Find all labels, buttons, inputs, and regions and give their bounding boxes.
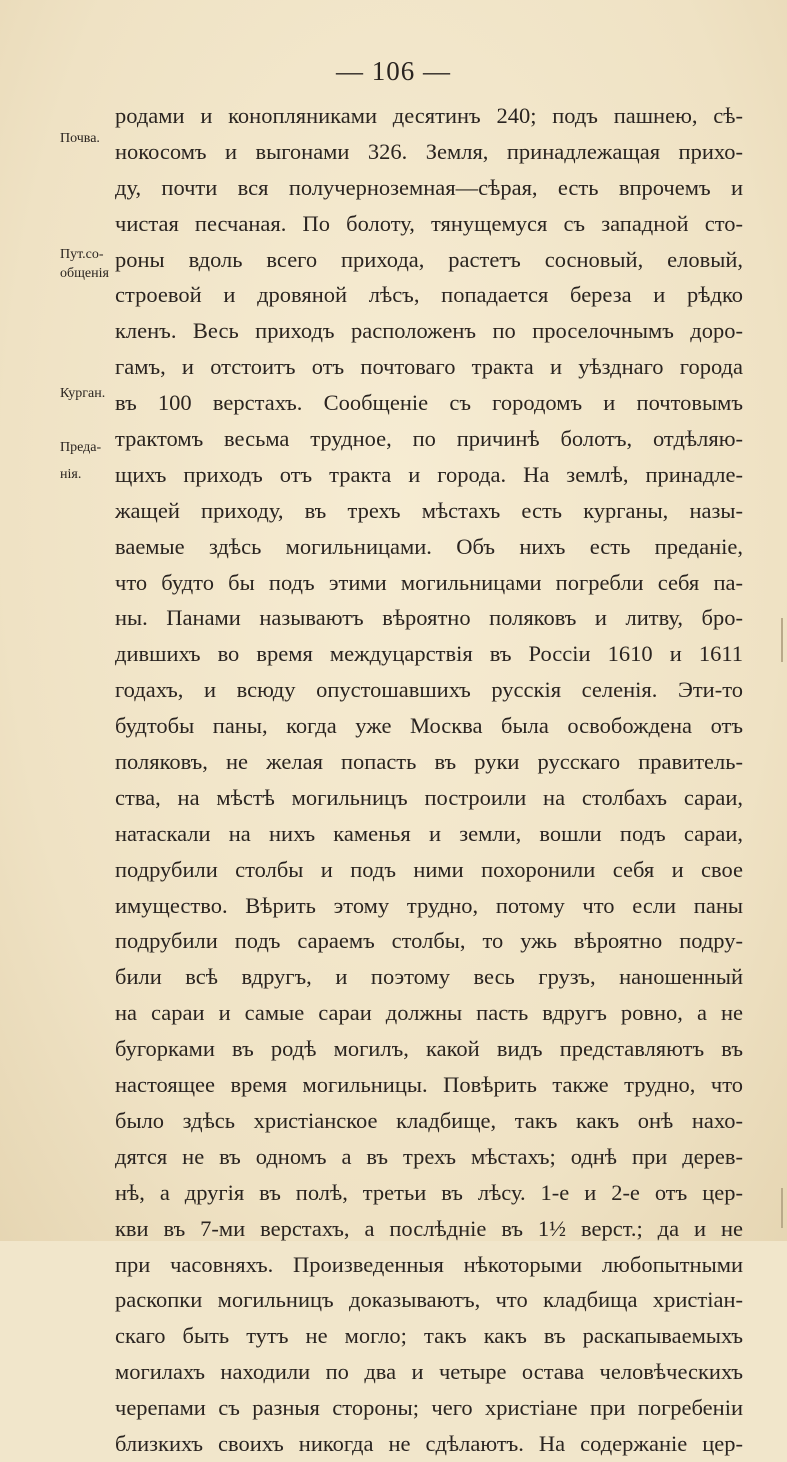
text-line: раскопки могильницъ доказываютъ, что кладбища христіан-: [115, 1287, 743, 1313]
text-line: что будто бы подъ этими могильницами погребли себя па-: [115, 569, 743, 595]
text-line: подрубили столбы и подъ ними похоронили себя и свое: [115, 856, 743, 882]
text-line: ны. Панами называютъ вѣроятно поляковъ и литву, бро-: [115, 605, 743, 631]
text-line: годахъ, и всюду опустошавшихъ русскія селенія. Эти-то: [115, 677, 743, 703]
text-line: будтобы паны, когда уже Москва была освобождена отъ: [115, 713, 743, 739]
margin-note-kurgan: Курган.: [60, 386, 106, 401]
text-line: близкихъ своихъ никогда не сдѣлаютъ. На содержаніе цер-: [115, 1430, 743, 1456]
text-line: могилахъ находили по два и четыре остава человѣческихъ: [115, 1359, 743, 1385]
text-line: родами и конопляниками десятинъ 240; подъ пашнею, сѣ-: [115, 103, 743, 128]
margin-note-put-2: общенія: [60, 266, 109, 281]
text-line: при часовняхъ. Произведенныя нѣкоторыми любопытными: [115, 1251, 743, 1277]
text-line: черепами съ разныя стороны; чего христіане при погребеніи: [115, 1395, 743, 1421]
page-number: — 106 —: [336, 56, 451, 86]
text-line: на сараи и самые сараи должны пасть вдругъ ровно, а не: [115, 1000, 743, 1026]
text-line: подрубили подъ сараемъ столбы, то ужь вѣроятно подру-: [115, 928, 743, 954]
text-line: поляковъ, не желая попасть въ руки русскаго правитель-: [115, 749, 743, 775]
text-line: щихъ приходъ отъ тракта и города. На землѣ, принадле-: [115, 461, 743, 487]
margin-note-predan-1: Преда-: [60, 440, 102, 455]
margin-note-pochva: Почва.: [60, 131, 100, 146]
text-line: били всѣ вдругъ, и поэтому весь грузъ, наношенный: [115, 964, 743, 990]
text-line: кленъ. Весь приходъ расположенъ по проселочнымъ доро-: [115, 318, 743, 344]
margin-note-predan-2: нія.: [60, 467, 82, 482]
text-line: бугорками въ родѣ могилъ, какой видъ представляютъ въ: [115, 1036, 743, 1062]
text-line: строевой и дровяной лѣсъ, попадается береза и рѣдко: [115, 282, 743, 308]
text-line: скаго быть тутъ не могло; такъ какъ въ раскапываемыхъ: [115, 1323, 743, 1349]
text-line: ства, на мѣстѣ могильницъ построили на столбахъ сараи,: [115, 784, 743, 810]
text-line: имущество. Вѣрить этому трудно, потому что если паны: [115, 892, 743, 918]
text-line: гамъ, и отстоитъ отъ почтоваго тракта и уѣзднаго города: [115, 354, 743, 380]
text-line: было здѣсь христіанское кладбище, такъ какъ онѣ нахо-: [115, 1107, 743, 1133]
text-line: нокосомъ и выгонами 326. Земля, принадлежащая прихо-: [115, 138, 743, 164]
text-line: жащей приходу, въ трехъ мѣстахъ есть курганы, назы-: [115, 497, 743, 523]
text-line: въ 100 верстахъ. Сообщеніе съ городомъ и почтовымъ: [115, 390, 743, 416]
text-line: ду, почти вся получерноземная—сѣрая, есть впрочемъ и: [115, 174, 743, 200]
text-line: дившихъ во время междуцарствія въ Россіи 1610 и 1611: [115, 641, 743, 667]
text-line: настоящее время могильницы. Повѣрить также трудно, что: [115, 1072, 743, 1098]
text-line: нѣ, а другія въ полѣ, третьи въ лѣсу. 1-е и 2-е отъ цер-: [115, 1179, 743, 1205]
text-line: натаскали на нихъ каменья и земли, вошли подъ сараи,: [115, 820, 743, 846]
text-line: кви въ 7-ми верстахъ, а послѣдніе въ 1½ верст.; да и не: [115, 1215, 743, 1241]
text-line: дятся не въ одномъ а въ трехъ мѣстахъ; однѣ при дерев-: [115, 1143, 743, 1169]
text-line: ваемые здѣсь могильницами. Объ нихъ есть преданіе,: [115, 533, 743, 559]
page-edge-mark: [781, 1188, 783, 1228]
text-line: роны вдоль всего прихода, растетъ сосновый, еловый,: [115, 246, 743, 272]
margin-note-put-1: Пут.со-: [60, 247, 104, 262]
text-line: трактомъ весьма трудное, по причинѣ болотъ, отдѣляю-: [115, 426, 743, 452]
page-edge-mark: [781, 618, 783, 662]
body-text: [115, 98, 743, 1462]
text-line: чистая песчаная. По болоту, тянущемуся съ западной сто-: [115, 210, 743, 236]
